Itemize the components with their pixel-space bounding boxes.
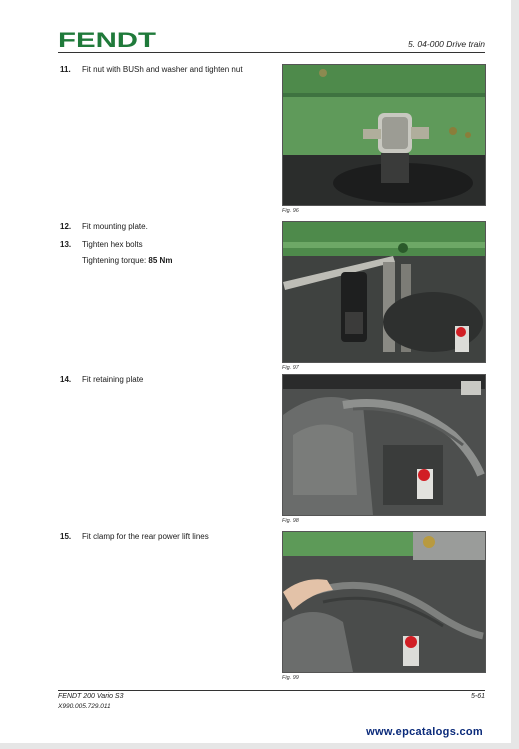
figure-99-caption: Fig. 99 bbox=[282, 675, 299, 681]
step-number: 11. bbox=[60, 65, 71, 74]
footer-model: FENDT 200 Vario S3 bbox=[58, 693, 124, 700]
figure-96-image bbox=[283, 65, 485, 205]
step-text: Fit mounting plate. bbox=[82, 222, 148, 231]
step-text: Fit retaining plate bbox=[82, 375, 144, 384]
figure-98-caption: Fig. 98 bbox=[282, 518, 299, 524]
step-number: 14. bbox=[60, 375, 72, 384]
figure-99-image bbox=[283, 532, 485, 672]
page-number: 5-61 bbox=[470, 693, 485, 700]
footer-divider bbox=[58, 690, 485, 691]
page-edge-shadow bbox=[511, 0, 519, 749]
watermark-link[interactable]: www.epcatalogs.com bbox=[366, 726, 483, 738]
section-title: 5. 04-000 Drive train bbox=[407, 39, 485, 49]
figure-97-photo bbox=[282, 221, 486, 363]
figure-98-photo bbox=[282, 374, 486, 516]
figure-97-image bbox=[283, 222, 485, 362]
step-text: Fit clamp for the rear power lift lines bbox=[82, 532, 209, 541]
figure-96-caption: Fig. 96 bbox=[282, 208, 299, 214]
step-text: Tighten hex bolts bbox=[82, 240, 143, 249]
figure-98-image bbox=[283, 375, 485, 515]
step-number: 12. bbox=[60, 222, 72, 231]
figure-97-caption: Fig. 97 bbox=[282, 365, 299, 371]
figure-96-photo bbox=[282, 64, 486, 206]
page-bottom-shadow bbox=[0, 743, 519, 749]
torque-label: Tightening torque: bbox=[82, 256, 149, 265]
step-number: 15. bbox=[60, 532, 72, 541]
tightening-torque bbox=[82, 255, 260, 266]
torque-value: 85 Nm bbox=[148, 256, 173, 265]
step-number: 13. bbox=[60, 240, 72, 249]
svg-text:FENDT: FENDT bbox=[58, 30, 156, 50]
header-divider bbox=[58, 52, 485, 53]
figure-99-photo bbox=[282, 531, 486, 673]
fendt-logo bbox=[58, 30, 156, 50]
footer-part-number: X990.005.729.011 bbox=[58, 703, 111, 710]
step-text: Fit nut with BUSh and washer and tighten nut bbox=[82, 65, 243, 74]
